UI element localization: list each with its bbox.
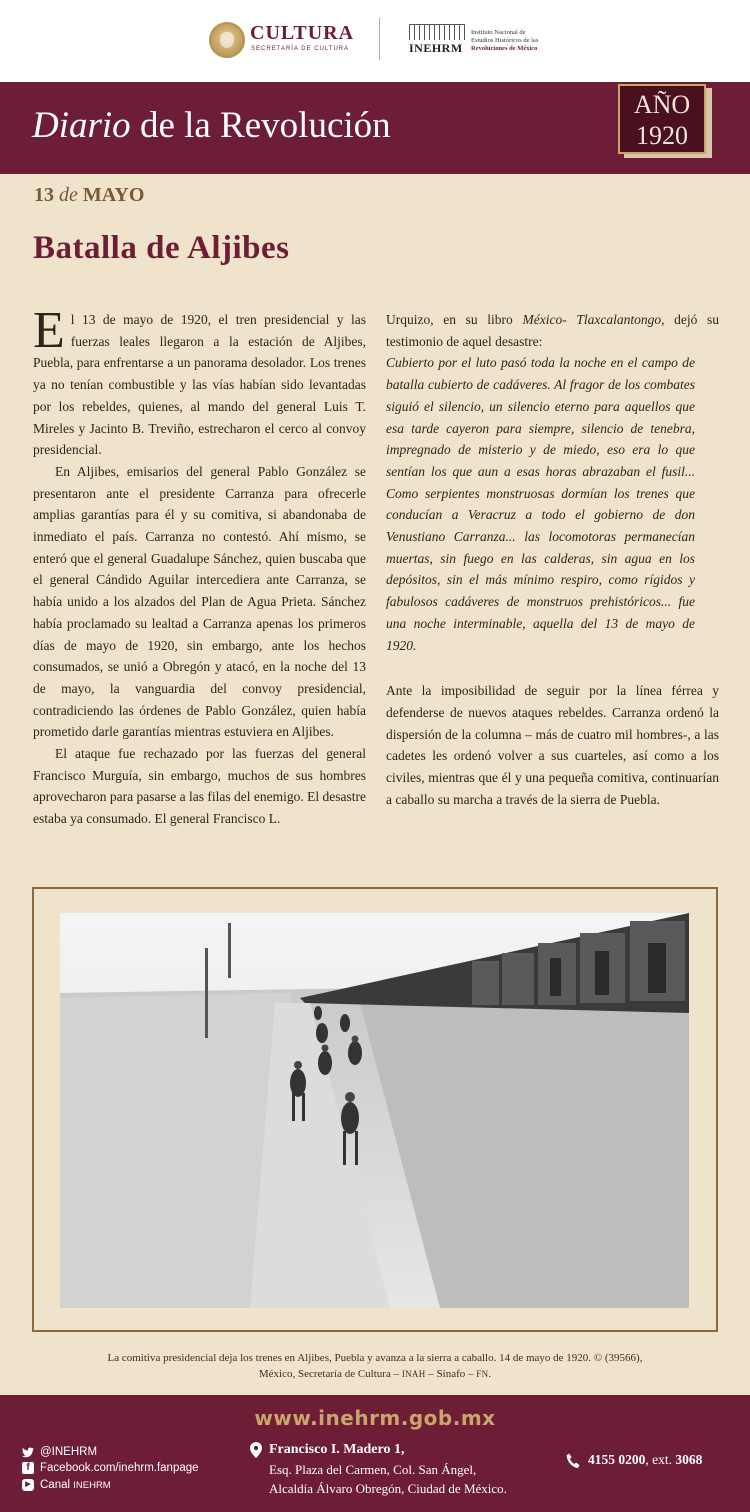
paragraph-text: dejó su testimonio de aquel desastre: bbox=[386, 312, 720, 349]
historic-photo bbox=[60, 913, 689, 1308]
youtube-icon: ▶ bbox=[22, 1479, 34, 1491]
year-badge bbox=[618, 84, 706, 154]
paragraph-text: Urquizo, en su libro bbox=[386, 312, 523, 327]
address-street: Francisco I. Madero 1, bbox=[269, 1442, 405, 1457]
cultura-logo-text: CULTURA bbox=[250, 22, 355, 44]
date-day: 13 bbox=[34, 184, 54, 206]
year-label: AÑO bbox=[633, 90, 691, 119]
photo-caption bbox=[60, 1350, 690, 1382]
article-left-column bbox=[33, 302, 366, 830]
inehrm-logo-line: Instituto Nacional de bbox=[471, 29, 526, 36]
caption-fn: FN bbox=[476, 1369, 489, 1379]
photo-illustration bbox=[60, 913, 689, 1308]
book-title: México- Tlaxcalantongo, bbox=[522, 312, 665, 327]
logo-divider bbox=[379, 18, 380, 60]
youtube-label bbox=[40, 1479, 111, 1491]
cultura-logo-subtitle: SECRETARÍA DE CULTURA bbox=[251, 46, 350, 52]
publication-title-rest: de la Revolución bbox=[130, 105, 391, 146]
caption-line1: La comitiva presidencial deja los trenes en Aljibes, Puebla y avanza a la sierra a caballo. 14 de mayo de 1920. © (39566), bbox=[107, 1352, 643, 1364]
phone-ext-label: , ext. bbox=[645, 1452, 676, 1467]
article-paragraph bbox=[386, 309, 719, 352]
twitter-link[interactable] bbox=[22, 1446, 97, 1458]
cultura-seal-icon bbox=[209, 22, 245, 58]
phone-icon bbox=[566, 1453, 580, 1469]
location-pin-icon bbox=[250, 1442, 262, 1458]
article-paragraph: El ataque fue rechazado por las fuerzas del general Francisco Murguía, sin embargo, muchos de sus hombres aprovecharon para pasarse a las filas del enemigo. El desastre estaba ya consumado. El general Francisco L. bbox=[33, 746, 366, 827]
inehrm-logo-line: Revoluciones de México bbox=[471, 45, 538, 52]
paragraph-text: l 13 de mayo de 1920, el tren presidencial y las fuerzas leales llegaron a la estación de Aljibes, Puebla, para enfrentarse a un panorama desolador. Los trenes ya no tenían combustible y las vías habían sido levantadas por los rebeldes, quienes, al mando del general Luis T. Mireles y Jacinto B. Treviño, estrecharon el cerco al convoy presidencial. bbox=[33, 312, 366, 458]
inehrm-logo-text: INEHRM bbox=[409, 41, 463, 55]
phone-ext: 3068 bbox=[675, 1452, 703, 1467]
publication-title-italic: Diario bbox=[32, 105, 131, 146]
caption-mid: – Sinafo – bbox=[425, 1368, 477, 1380]
logo-bar bbox=[0, 0, 750, 82]
publication-title bbox=[32, 104, 391, 147]
block-quote: Cubierto por el luto pasó toda la noche en el campo de batalla cubierto de cadáveres. Al fragor de los combates siguió el silencio, un silencio eterno para aquellos que esa tarde cayeron para siempre, silencio de tenebra, impregnado de misterio y de miedo, eso era lo que sentían los que aun a esas horas abrazaban el fusil... Como serpientes monstruosas dormían los trenes que conducían a Veracruz a todo el gobierno de don Venustiano Carranza... las locomotoras permanecían muertas, sin fuego en las calderas, sin agua en los depósitos, sin el más mínimo respiro, como rígidos y fabulosos cadáveres de monstruos prehistóricos... fue una noche interminable, aquella del 13 de mayo de 1920. bbox=[386, 355, 695, 653]
caption-end: . bbox=[488, 1368, 492, 1380]
twitter-handle: @INEHRM bbox=[40, 1446, 98, 1458]
website-link[interactable]: www.inehrm.gob.mx bbox=[254, 1406, 496, 1430]
inehrm-building-icon bbox=[409, 24, 465, 40]
article-title: Batalla de Aljibes bbox=[33, 230, 290, 266]
caption-inah: INAH bbox=[401, 1369, 426, 1379]
article-date bbox=[34, 184, 144, 207]
phone-number[interactable] bbox=[588, 1452, 702, 1468]
drop-cap: E bbox=[33, 302, 65, 359]
year-value: 1920 bbox=[636, 121, 688, 150]
date-month: MAYO bbox=[82, 184, 145, 206]
phone-main: 4155 0200 bbox=[588, 1452, 646, 1467]
youtube-label-b: INEHRM bbox=[73, 1480, 111, 1491]
twitter-icon bbox=[22, 1447, 34, 1458]
article-paragraph: Ante la imposibilidad de seguir por la línea férrea y defenderse de nuevos ataques rebeldes. Carranza ordenó la dispersión de la columna – más de cuatro mil hombres-, a las cadetes les ordenó volver a sus cuarteles, así como a los civiles, mientras que él y una pequeña comitiva, continuarían a caballo su marcha a través de la sierra de Puebla. bbox=[386, 683, 719, 807]
date-de: de bbox=[59, 184, 78, 206]
inehrm-logo-line: Estudios Históricos de las bbox=[471, 37, 539, 44]
article-paragraph: En Aljibes, emisarios del general Pablo González se presentaron ante el presidente Carranza para ofrecerle amplias garantías para él y su comitiva, si abandonaba de inmediato el país. Carranza no contestó. Ahí mismo, se enteró que el general Guadalupe Sánchez, quien buscaba que el general Cándido Aguilar intercediera ante Carranza, se había unido a los alzados del Plan de Agua Prieta. Sánchez había proclamado su lealtad a Carranza apenas los primeros días de mayo de 1920, sin embargo, ante los hechos consumados, se unió a Obregón y atacó, en la noche del 13 de mayo, la vanguardia del convoy presidencial, contradiciendo las órdenes de Pablo González, quien había prometido darle garantías mientras estuviera en Aljibes. bbox=[33, 463, 366, 740]
facebook-url: Facebook.com/inehrm.fanpage bbox=[40, 1462, 199, 1474]
facebook-icon: f bbox=[22, 1462, 34, 1474]
youtube-link[interactable] bbox=[22, 1479, 111, 1491]
address-line: Alcaldía Álvaro Obregón, Ciudad de México. bbox=[269, 1481, 507, 1496]
caption-line2a: México, Secretaría de Cultura – bbox=[258, 1368, 402, 1380]
youtube-label-a: Canal bbox=[40, 1479, 74, 1491]
address-line: Esq. Plaza del Carmen, Col. San Ángel, bbox=[269, 1462, 477, 1477]
article-paragraph bbox=[33, 302, 366, 461]
article-right-column bbox=[386, 309, 719, 810]
facebook-link[interactable] bbox=[22, 1462, 199, 1474]
